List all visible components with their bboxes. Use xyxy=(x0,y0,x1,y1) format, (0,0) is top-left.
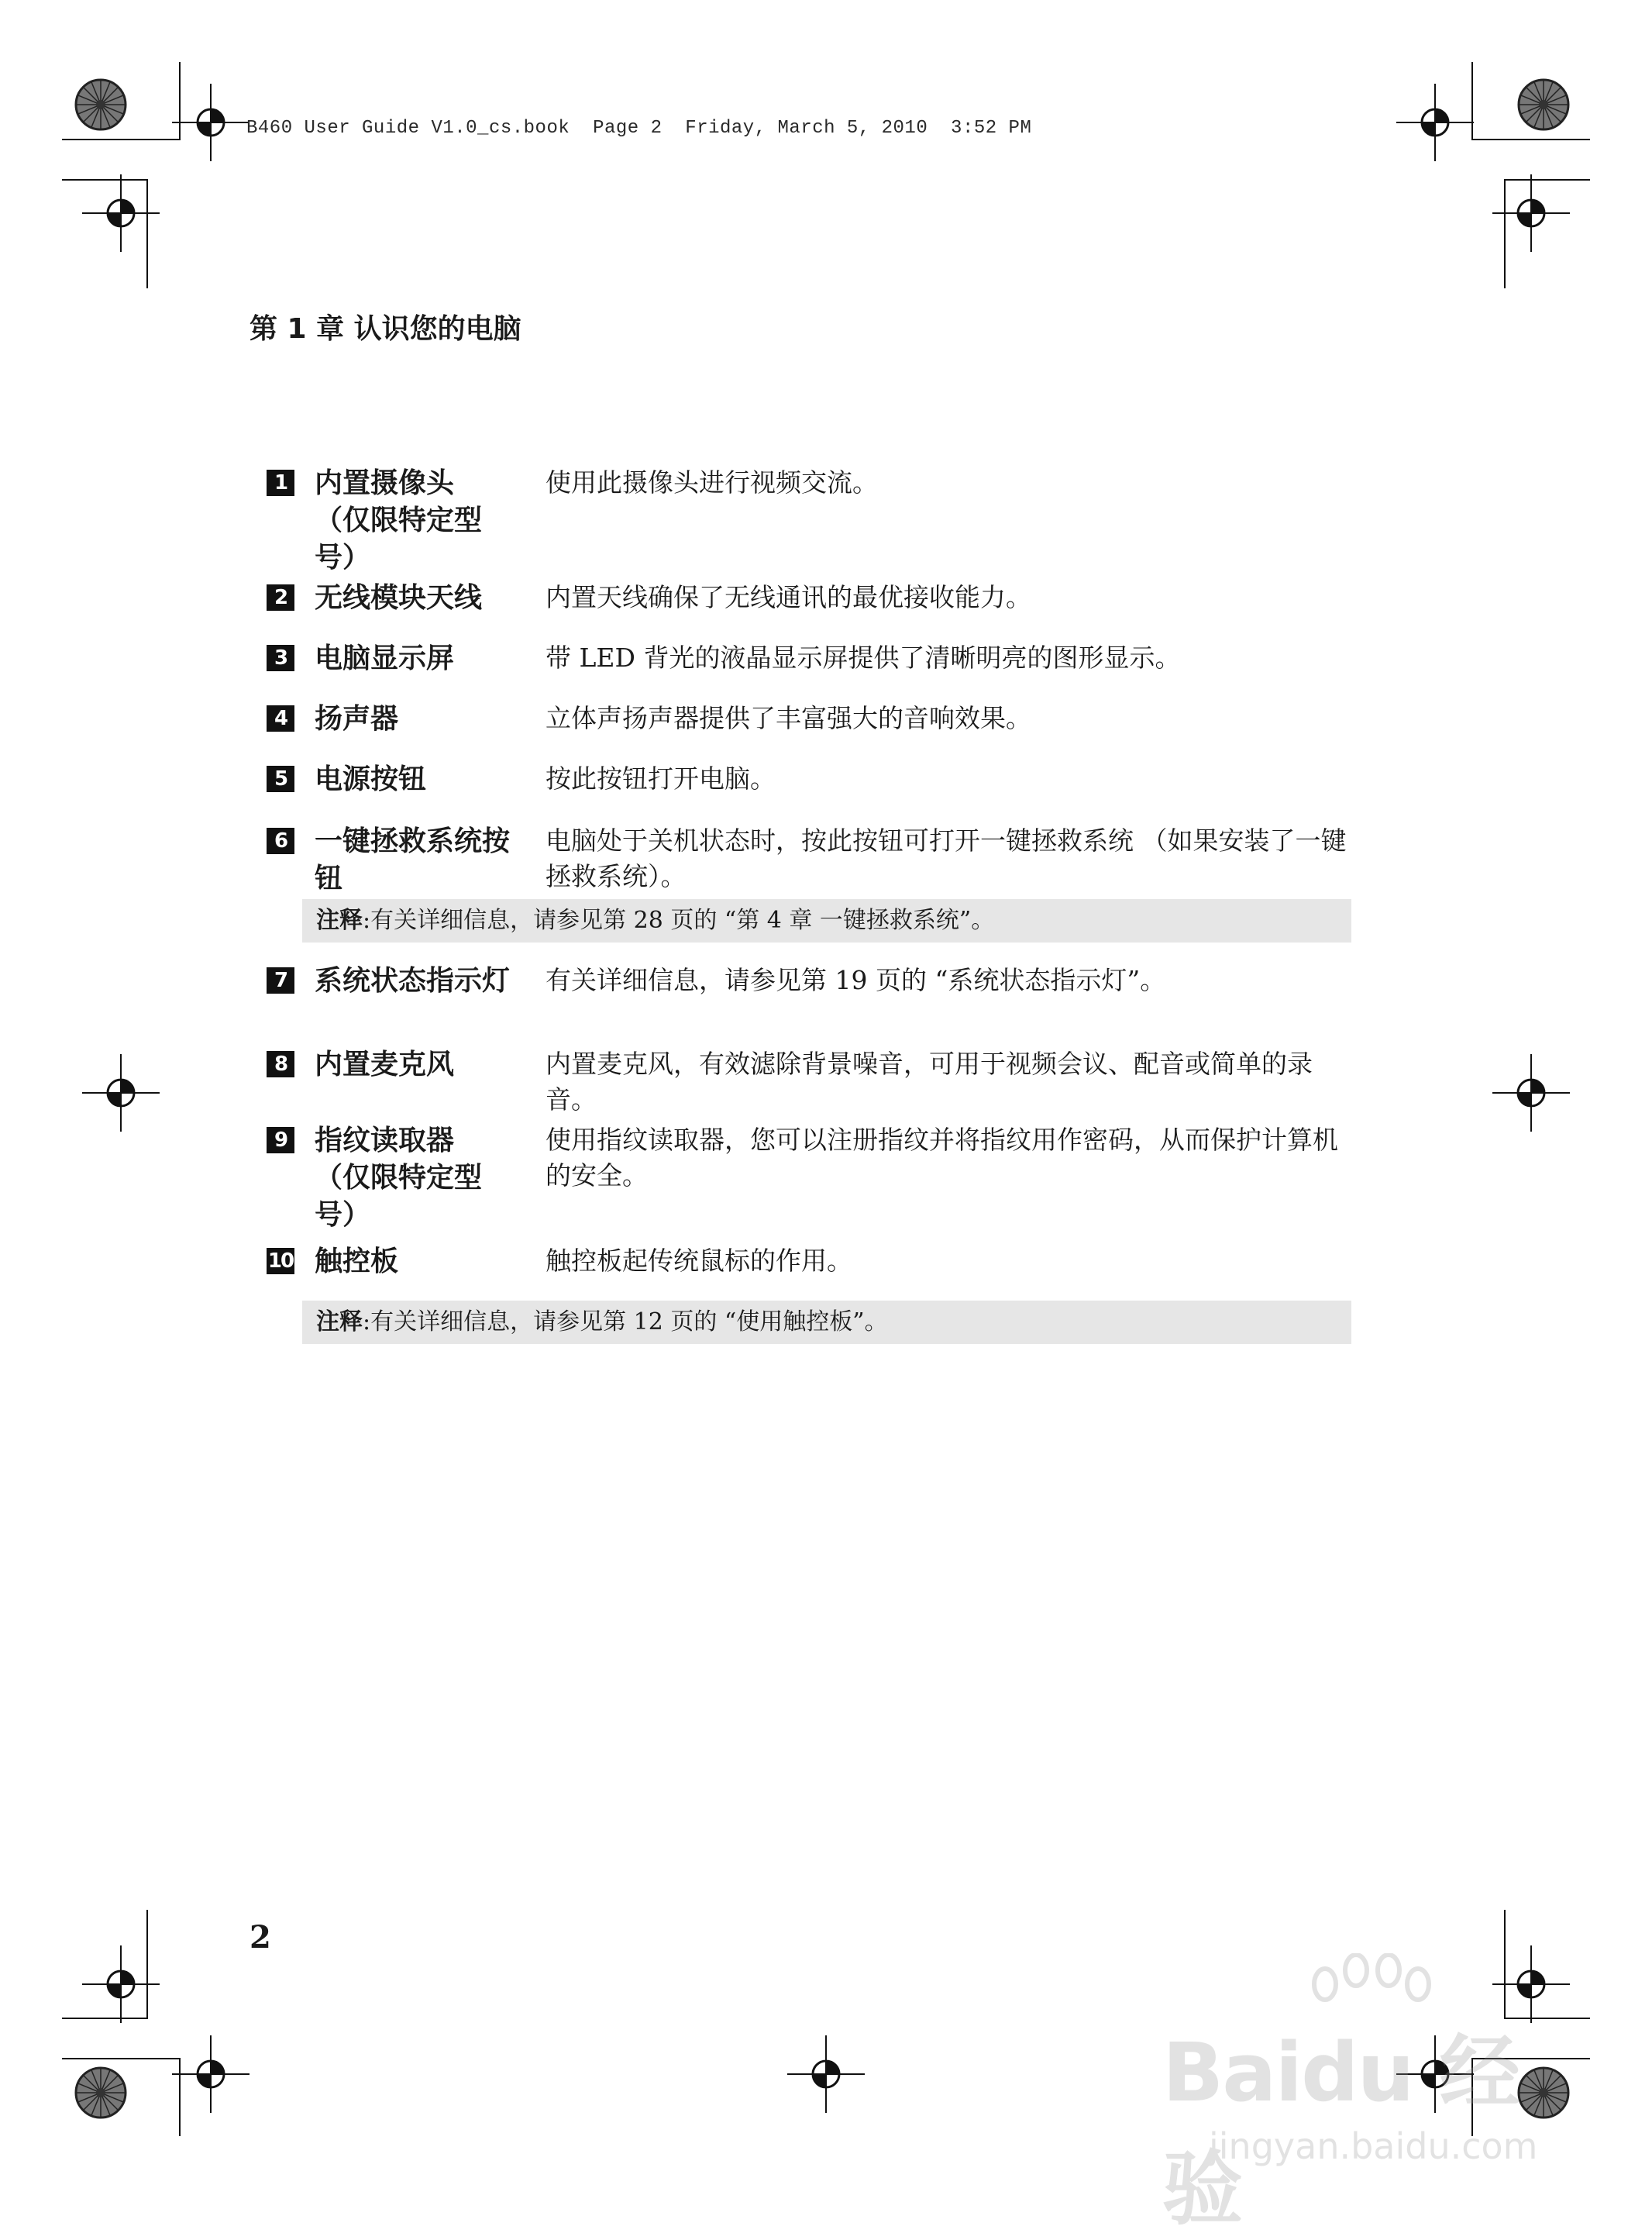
item-number-badge: 2 xyxy=(267,584,294,611)
item-number-badge: 5 xyxy=(267,766,294,792)
item-description: 立体声扬声器提供了丰富强大的音响效果。 xyxy=(546,703,1031,733)
item-description: 有关详细信息，请参见第 19 页的 “系统状态指示灯”。 xyxy=(546,965,1166,995)
item-term: 电源按钮 xyxy=(315,763,427,795)
note-box xyxy=(302,1301,1351,1344)
item-description: 内置麦克风，有效滤除背景噪音，可用于视频会议、配音或简单的录音。 xyxy=(546,1049,1313,1115)
item-term: 无线模块天线 xyxy=(315,582,483,614)
item-number-badge: 3 xyxy=(267,645,294,671)
page-number: 2 xyxy=(250,1919,271,1956)
note-text: :有关详细信息，请参见第 28 页的 “第 4 章 一键拯救系统”。 xyxy=(363,907,995,934)
item-term: 触控板 xyxy=(315,1246,399,1277)
item-term: 电脑显示屏 xyxy=(315,643,455,674)
item-number-badge: 7 xyxy=(267,967,294,994)
note-box xyxy=(302,899,1351,943)
note-label: 注释 xyxy=(316,907,363,934)
item-number-badge: 1 xyxy=(267,470,294,496)
watermark-logo: Baidu 经验 xyxy=(1162,2025,1519,2236)
item-description: 使用此摄像头进行视频交流。 xyxy=(546,467,878,498)
item-number-badge: 8 xyxy=(267,1051,294,1077)
item-description: 带 LED 背光的液晶显示屏提供了清晰明亮的图形显示。 xyxy=(546,643,1181,673)
item-number-badge: 6 xyxy=(267,828,294,854)
note-label: 注释 xyxy=(316,1308,363,1335)
item-term: 扬声器 xyxy=(315,703,399,735)
note-text: :有关详细信息，请参见第 12 页的 “使用触控板”。 xyxy=(363,1308,888,1335)
item-number-badge: 10 xyxy=(267,1249,294,1273)
item-term: 系统状态指示灯 xyxy=(315,965,511,997)
item-term: 指纹读取器（仅限特定型号） xyxy=(315,1125,483,1231)
watermark-url: jingyan.baidu.com xyxy=(1209,2125,1538,2167)
book-header-line: B460 User Guide V1.0_cs.book Page 2 Friday, March 5, 2010 3:52 PM xyxy=(246,118,1032,139)
item-description: 使用指纹读取器，您可以注册指纹并将指纹用作密码，从而保护计算机的安全。 xyxy=(546,1125,1338,1191)
item-description: 按此按钮打开电脑。 xyxy=(546,763,776,794)
item-description: 内置天线确保了无线通讯的最优接收能力。 xyxy=(546,582,1031,612)
item-description: 触控板起传统鼠标的作用。 xyxy=(546,1246,852,1276)
item-term: 内置摄像头（仅限特定型号） xyxy=(315,467,483,574)
chapter-title: 第 1 章 认识您的电脑 xyxy=(250,313,521,345)
item-description: 电脑处于关机状态时，按此按钮可打开一键拯救系统 （如果安装了一键拯救系统）。 xyxy=(546,825,1347,891)
item-term: 一键拯救系统按钮 xyxy=(315,825,511,894)
item-number-badge: 4 xyxy=(267,705,294,732)
item-term: 内置麦克风 xyxy=(315,1049,455,1080)
item-number-badge: 9 xyxy=(267,1127,294,1153)
baidu-watermark xyxy=(1162,1953,1596,2236)
